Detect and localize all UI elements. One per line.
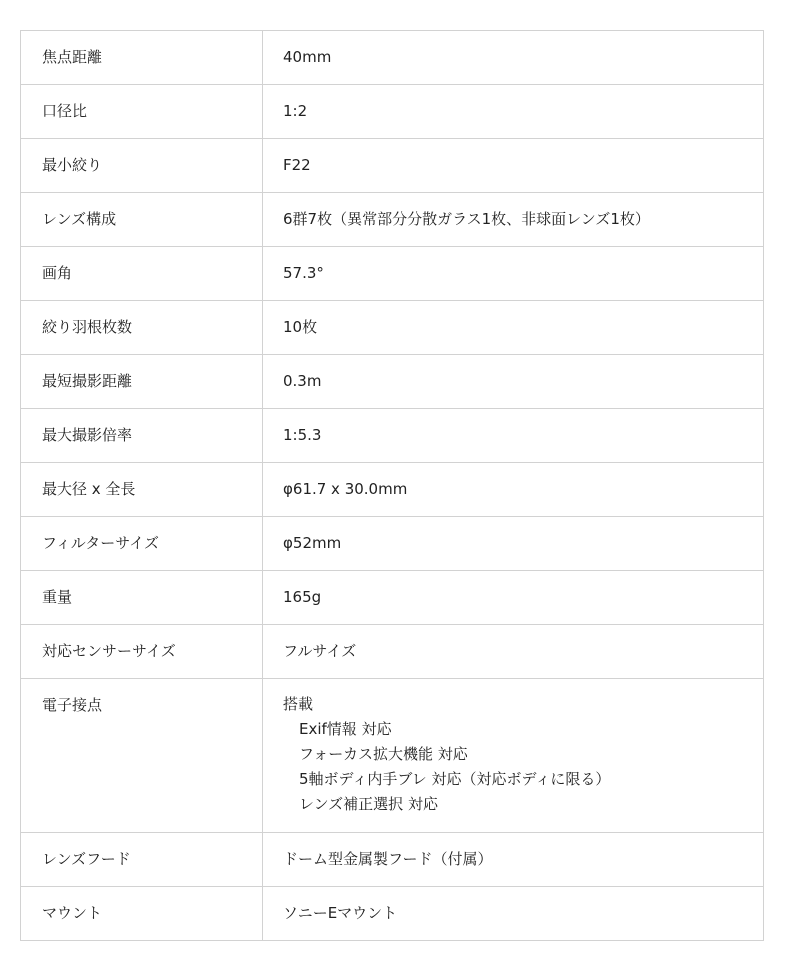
spec-label: 絞り羽根枚数 [21, 301, 263, 354]
spec-row-angle-of-view [21, 247, 763, 301]
spec-value: ドーム型金属製フード（付属） [283, 850, 493, 868]
spec-row-filter-size [21, 517, 763, 571]
spec-value: φ61.7 x 30.0mm [283, 480, 408, 498]
spec-value: 165g [283, 588, 322, 606]
spec-row-aperture-blades [21, 301, 763, 355]
spec-label: 口径比 [21, 85, 263, 138]
spec-row-max-magnification [21, 409, 763, 463]
spec-label: 最大撮影倍率 [21, 409, 263, 462]
spec-value: フルサイズ [283, 642, 357, 660]
contact-feature: フォーカス拡大機能 対応 [299, 745, 468, 763]
spec-row-dimensions [21, 463, 763, 517]
spec-value: 57.3° [283, 264, 324, 282]
spec-value: 6群7枚（異常部分分散ガラス1枚、非球面レンズ1枚） [283, 210, 650, 228]
contact-feature: レンズ補正選択 対応 [299, 795, 438, 813]
contact-feature: Exif情報 対応 [299, 720, 392, 738]
spec-value: 10枚 [283, 318, 318, 336]
spec-row-min-focus-distance [21, 355, 763, 409]
spec-label: 電子接点 [21, 679, 263, 832]
spec-value: 0.3m [283, 372, 322, 390]
spec-row-electronic-contacts [21, 679, 763, 833]
contact-main: 搭載 [283, 695, 314, 713]
spec-row-sensor-size [21, 625, 763, 679]
contact-feature: 5軸ボディ内手ブレ 対応（対応ボディに限る） [299, 770, 611, 788]
spec-value [263, 679, 763, 832]
spec-value: 40mm [283, 48, 332, 66]
spec-label: 重量 [21, 571, 263, 624]
spec-label: 対応センサーサイズ [21, 625, 263, 678]
spec-row-lens-construction [21, 193, 763, 247]
spec-value: φ52mm [283, 534, 342, 552]
spec-label: フィルターサイズ [21, 517, 263, 570]
spec-label: 最短撮影距離 [21, 355, 263, 408]
spec-label: レンズフード [21, 833, 263, 886]
spec-label: 焦点距離 [21, 31, 263, 84]
spec-label: 画角 [21, 247, 263, 300]
spec-table [20, 30, 764, 941]
spec-label: マウント [21, 887, 263, 940]
spec-row-mount [21, 887, 763, 941]
spec-value: 1:2 [283, 102, 308, 120]
contact-feature-list [283, 692, 763, 817]
spec-row-weight [21, 571, 763, 625]
spec-value: 1:5.3 [283, 426, 322, 444]
spec-value: ソニーEマウント [283, 904, 398, 922]
spec-row-focal-length [21, 31, 763, 85]
spec-label: レンズ構成 [21, 193, 263, 246]
spec-label: 最大径 x 全長 [21, 463, 263, 516]
spec-row-min-aperture [21, 139, 763, 193]
spec-row-lens-hood [21, 833, 763, 887]
spec-row-aperture-ratio [21, 85, 763, 139]
spec-label: 最小絞り [21, 139, 263, 192]
spec-value: F22 [283, 156, 311, 174]
